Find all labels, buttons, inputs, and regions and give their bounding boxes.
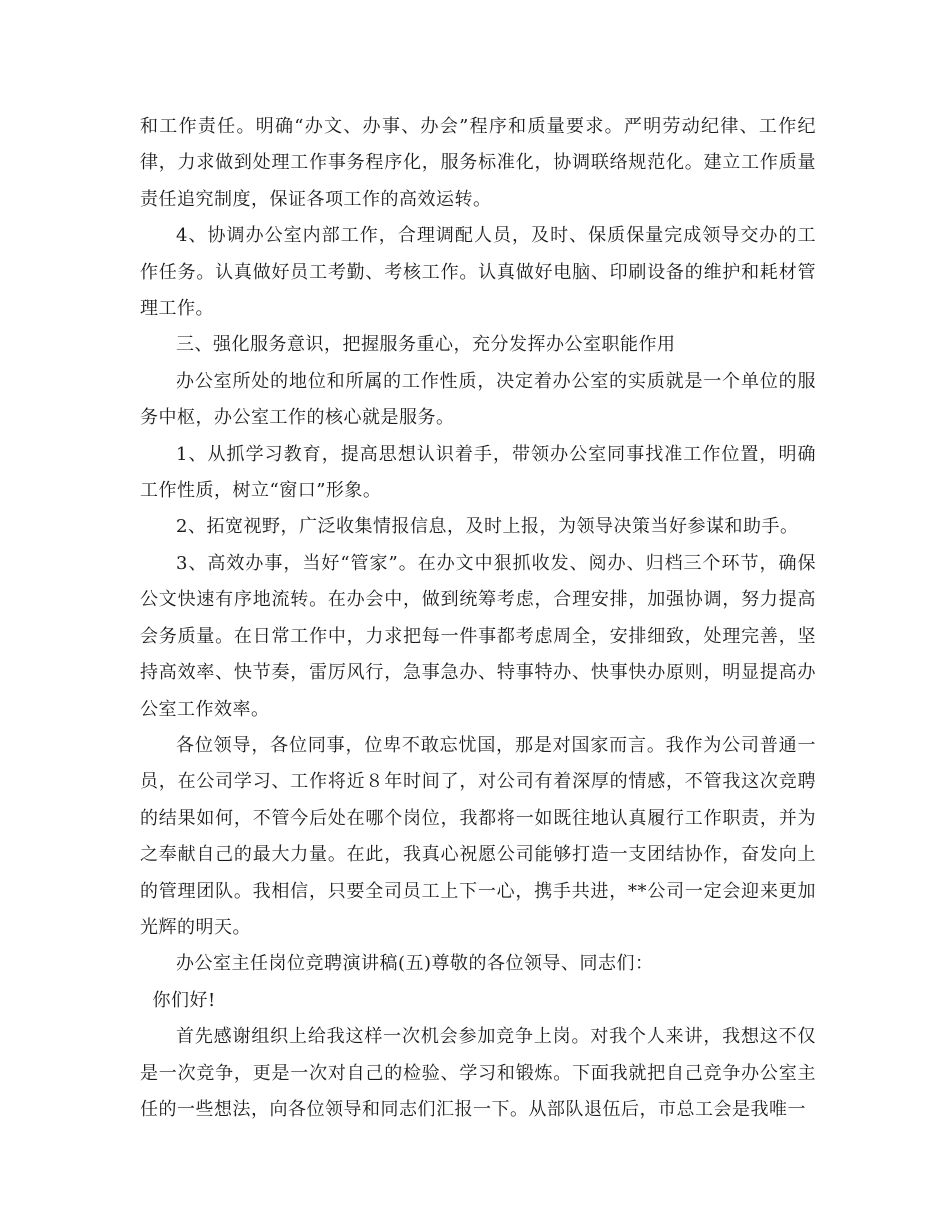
paragraph-2: 4、协调办公室内部工作，合理调配人员，及时、保质保量完成领导交办的工作任务。认真做好员工考勤、考核工作。认真做好电脑、印刷设备的维护和耗材管理工作。 [140,225,816,320]
document-body [140,109,816,1128]
section-heading-3: 三、强化服务意识，把握服务重心，充分发挥办公室职能作用 [176,334,676,356]
greeting-line: 你们好! [140,989,216,1011]
speech-title-line: 办公室主任岗位竞聘演讲稿(五)尊敬的各位领导、同志们： [176,953,654,975]
paragraph-5: 1、从抓学习教育，提高思想认识着手，带领办公室同事找准工作位置，明确工作性质，树立“窗口”形象。 [140,443,816,502]
paragraph-4: 办公室所处的地位和所属的工作性质，决定着办公室的实质就是一个单位的服务中枢，办公室工作的核心就是服务。 [140,370,816,429]
paragraph-8: 各位领导，各位同事，位卑不敢忘忧国，那是对国家而言。我作为公司普通一员，在公司学习、工作将近８年时间了，对公司有着深厚的情感，不管我这次竞聘的结果如何，不管今后处在哪个岗位，我都将一如既往地认真履行工作职责，并为之奉献自己的最大力量。在此，我真心祝愿公司能够打造一支团结协作，奋发向上的管理团队。我相信，只要全司员工上下一心，携手共进，**公司一定会迎来更加光辉的明天。 [140,734,816,938]
paragraph-1: 和工作责任。明确“办文、办事、办会”程序和质量要求。严明劳动纪律、工作纪律，力求做到处理工作事务程序化，服务标准化，协调联络规范化。建立工作质量责任追究制度，保证各项工作的高效运转。 [140,116,816,210]
paragraph-6: 2、拓宽视野，广泛收集情报信息，及时上报，为领导决策当好参谋和助手。 [176,516,799,538]
paragraph-11: 首先感谢组织上给我这样一次机会参加竞争上岗。对我个人来讲，我想这不仅是一次竞争，更是一次对自己的检验、学习和锻炼。下面我就把自己竞争办公室主任的一些想法，向各位领导和同志们汇报一下。从部队退伍后，市总工会是我唯一 [140,1026,816,1120]
paragraph-7: 3、高效办事，当好“管家”。在办文中狠抓收发、阅办、归档三个环节，确保公文快速有序地流转。在办会中，做到统筹考虑，合理安排，加强协调，努力提高会务质量。在日常工作中，力求把每一件事都考虑周全，安排细致，处理完善，坚持高效率、快节奏，雷厉风行，急事急办、特事特办、快事快办原则，明显提高办公室工作效率。 [140,552,816,720]
